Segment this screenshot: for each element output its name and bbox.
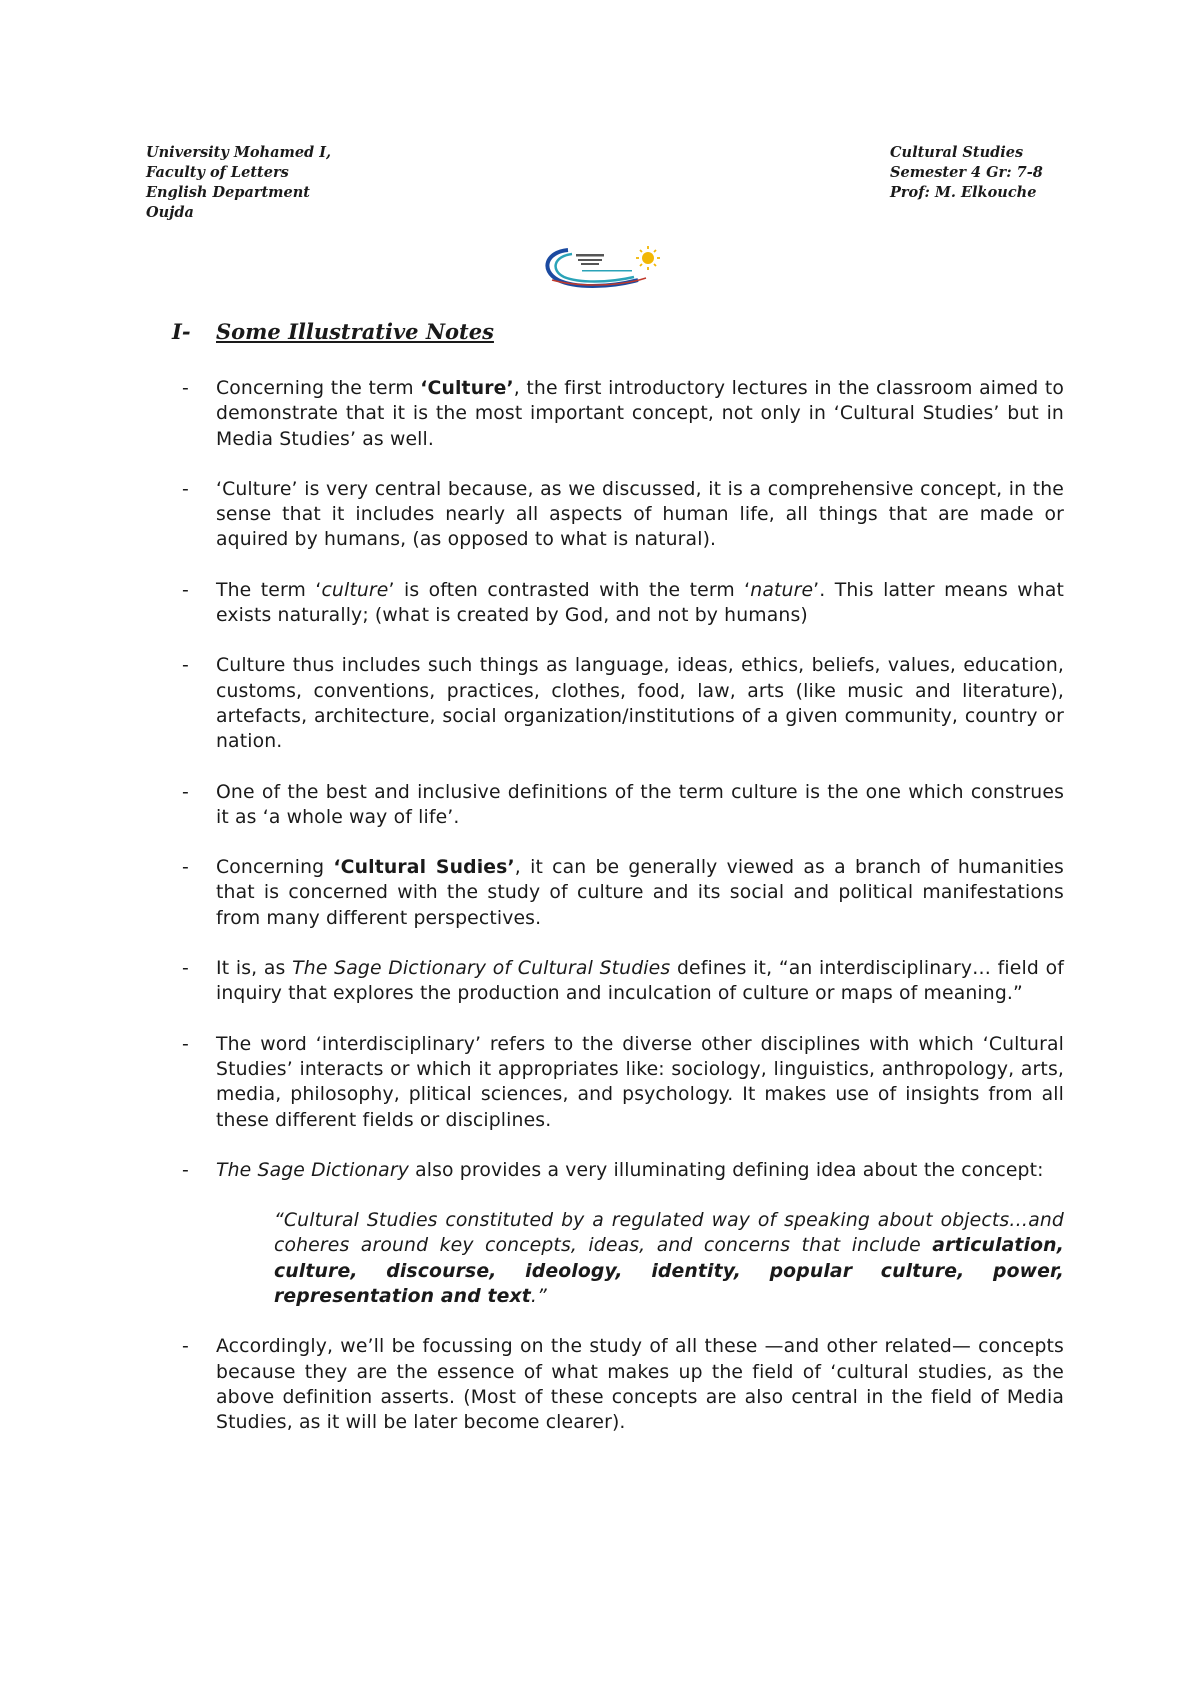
bullet-dash: -: [182, 478, 189, 500]
book-title: The Sage Dictionary: [216, 1159, 409, 1181]
header-left-block: [146, 143, 331, 223]
sun-icon: [636, 246, 660, 270]
list-item: [182, 653, 1064, 754]
quote-text: “Cultural Studies constituted by a regulated way of speaking about objects…and coheres around key concepts, ideas, and concerns that include: [274, 1210, 1064, 1257]
bullet-dash: -: [182, 958, 189, 980]
list-item: [182, 1334, 1064, 1435]
bullet-dash: -: [182, 1159, 189, 1181]
semester-group: Semester 4 Gr: 7-8: [890, 164, 1043, 181]
term-culture: ‘Culture’: [420, 378, 514, 399]
item-text: ‘Culture’ is very central because, as we discussed, it is a comprehensive concept, in the sense that it includes nearly all aspects of human life, all things that are made or aquired by humans, (as opposed to what is natural).: [216, 478, 1064, 551]
item-text: One of the best and inclusive definitions of the term culture is the one which construes it as ‘a whole way of life’.: [216, 781, 1064, 828]
department-name: English Department: [146, 184, 310, 201]
bullet-dash: -: [182, 857, 189, 879]
course-name: Cultural Studies: [890, 144, 1024, 161]
list-item: [182, 855, 1064, 931]
bullet-dash: -: [182, 1033, 189, 1055]
header-right-block: [890, 143, 1043, 203]
bullet-dash: -: [182, 781, 189, 803]
notes-body: [182, 376, 1064, 1461]
item-text: Concerning the term: [216, 378, 421, 399]
faculty-name: Faculty of Letters: [146, 164, 289, 181]
book-title: The Sage Dictionary of Cultural Studies: [292, 958, 671, 980]
quote-end: .”: [530, 1286, 547, 1308]
bullet-dash: -: [182, 1336, 189, 1358]
item-text: also provides a very illuminating defining idea about the concept:: [408, 1159, 1044, 1181]
list-item: [182, 477, 1064, 553]
item-text: , the first introductory lectures in the classroom aimed to demonstrate that it is the most important concept, not only in ‘Cultural Studies’ but in Media Studies’ as well.: [216, 378, 1064, 450]
item-text: Culture thus includes such things as language, ideas, ethics, beliefs, values, education, customs, conventions, practices, clothes, food, law, arts (like music and literature), artefacts, architecture, social organization/institutions of a given community, country or nation.: [216, 655, 1064, 753]
term-culture-italic: culture: [321, 579, 389, 601]
university-logo-icon: [538, 244, 672, 288]
item-text: ’ is often contrasted with the term ‘: [388, 579, 751, 601]
term-cultural-studies: ‘Cultural Sudies’: [333, 857, 515, 879]
university-name: University Mohamed I,: [146, 144, 332, 161]
section-title: Some Illustrative Notes: [216, 319, 494, 344]
term-nature-italic: nature: [750, 579, 814, 601]
list-item: [182, 1158, 1064, 1183]
quote-key-terms: articulation, culture, discourse, ideology, identity, popular culture, power, representation and text: [274, 1235, 1064, 1308]
item-text: Concerning: [216, 857, 334, 879]
item-text: defines it, “an interdisciplinary… field of inquiry that explores the production and inculcation of culture or maps of meaning.”: [216, 958, 1064, 1005]
bullet-dash: -: [182, 378, 189, 399]
list-item: [182, 956, 1064, 1007]
list-item: [182, 578, 1064, 629]
bullet-dash: -: [182, 655, 189, 677]
block-quote: [274, 1208, 1064, 1309]
item-text: The word ‘interdisciplinary’ refers to the diverse other disciplines with which ‘Cultural Studies’ interacts or which it appropriates like: sociology, linguistics, anthropology, arts, media, philosophy, plitical sciences, and psychology. It makes use of insights from all these different fields or disciplines.: [216, 1033, 1064, 1131]
list-item: [182, 1032, 1064, 1133]
item-text: It is, as: [216, 958, 293, 980]
item-text: , it can be generally viewed as a branch of humanities that is concerned with the study of culture and its social and political manifestations from many different perspectives.: [216, 857, 1064, 929]
item-text: The term ‘: [216, 579, 322, 601]
bullet-dash: -: [182, 579, 189, 601]
item-text: Accordingly, we’ll be focussing on the study of all these —and other related— concepts because they are the essence of what makes up the field of ‘cultural studies, as the above definition asserts. (Most of these concepts are also central in the field of Media Studies, as it will be later become clearer).: [216, 1336, 1064, 1434]
item-text: ’. This latter means what exists naturally; (what is created by God, and not by humans): [216, 579, 1064, 627]
city-name: Oujda: [146, 204, 194, 221]
professor-name: Prof: M. Elkouche: [890, 184, 1037, 201]
section-number: I-: [172, 319, 191, 344]
list-item: [182, 780, 1064, 831]
list-item: [182, 376, 1064, 452]
section-heading: [172, 318, 494, 346]
